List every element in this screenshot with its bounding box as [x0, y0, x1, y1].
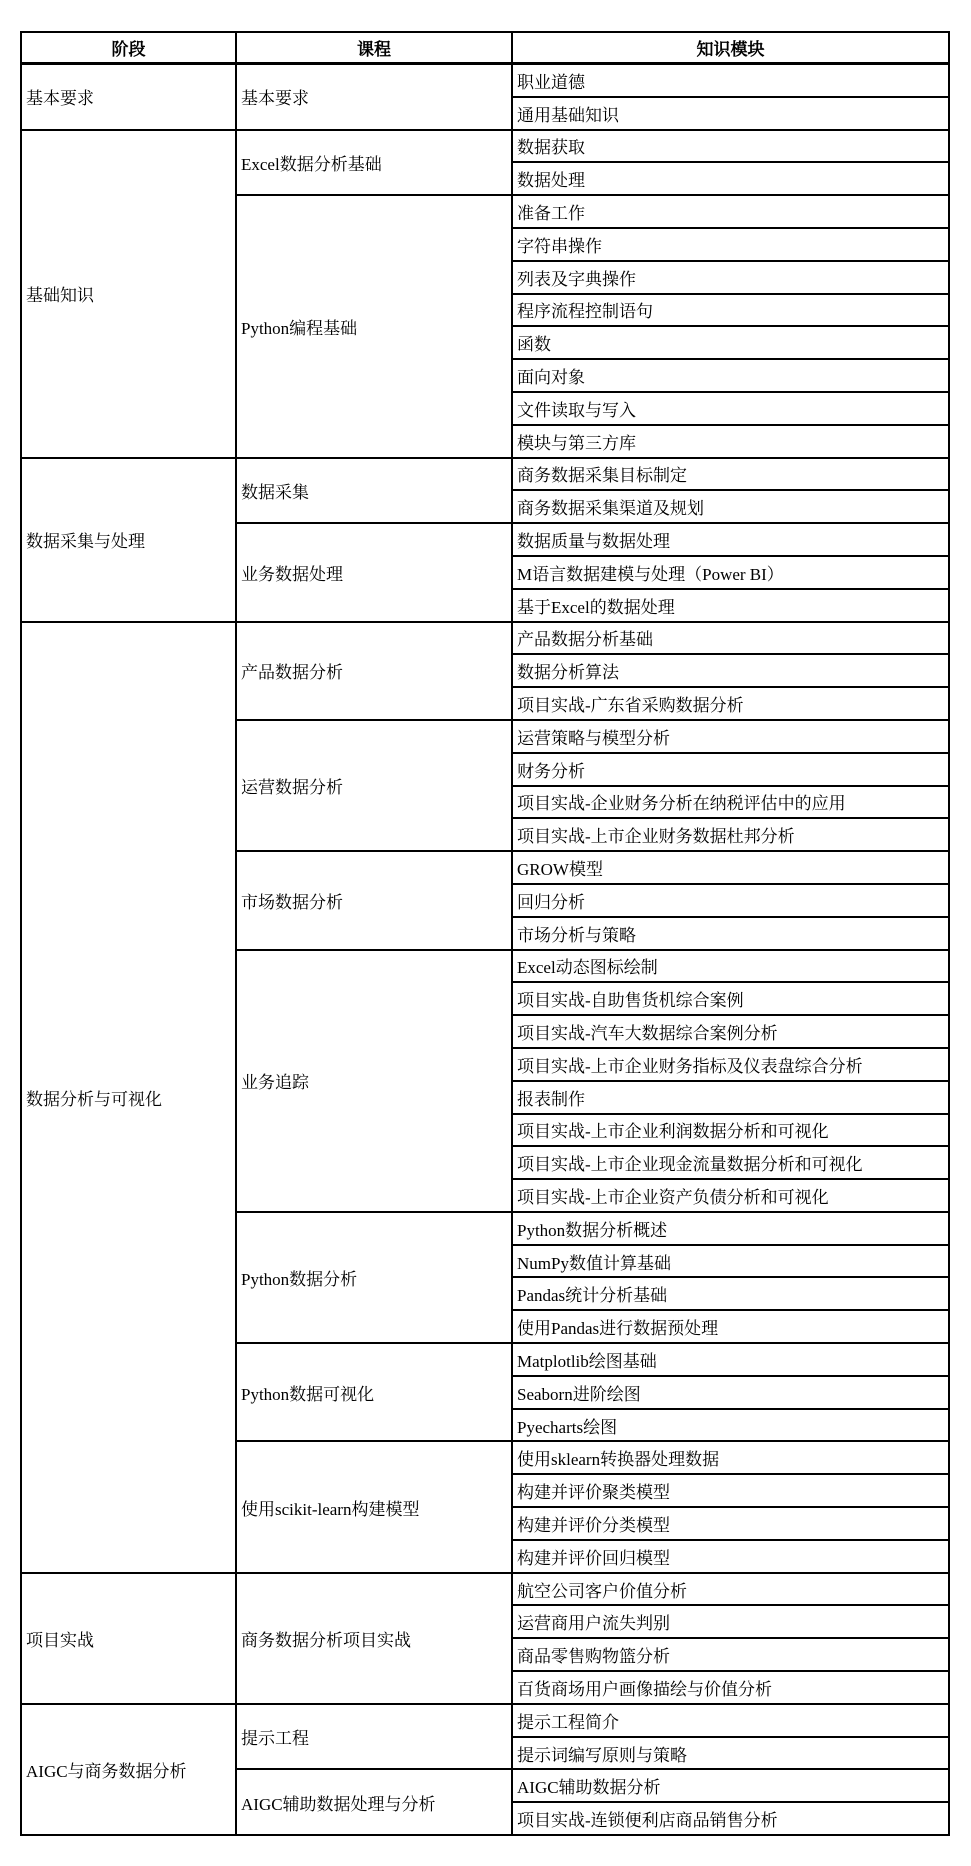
stage-cell: AIGC与商务数据分析	[21, 1704, 236, 1835]
module-cell: 职业道德	[512, 64, 949, 97]
module-cell: 函数	[512, 326, 949, 359]
module-cell: 提示工程简介	[512, 1704, 949, 1737]
module-cell: Pandas统计分析基础	[512, 1277, 949, 1310]
module-cell: 构建并评价聚类模型	[512, 1474, 949, 1507]
module-cell: 文件读取与写入	[512, 392, 949, 425]
course-cell: 产品数据分析	[236, 622, 512, 720]
module-cell: GROW模型	[512, 851, 949, 884]
module-cell: 基于Excel的数据处理	[512, 589, 949, 622]
module-cell: 项目实战-企业财务分析在纳税评估中的应用	[512, 786, 949, 819]
module-cell: 项目实战-上市企业财务指标及仪表盘综合分析	[512, 1048, 949, 1081]
module-cell: 数据处理	[512, 162, 949, 195]
stage-cell: 数据分析与可视化	[21, 622, 236, 1573]
module-cell: 百货商场用户画像描绘与价值分析	[512, 1671, 949, 1704]
course-cell: 业务数据处理	[236, 523, 512, 621]
module-cell: 市场分析与策略	[512, 917, 949, 950]
table-row	[21, 64, 949, 97]
module-cell: 字符串操作	[512, 228, 949, 261]
module-cell: 项目实战-连锁便利店商品销售分析	[512, 1802, 949, 1835]
module-cell: 财务分析	[512, 753, 949, 786]
table-row	[21, 458, 949, 491]
module-cell: Matplotlib绘图基础	[512, 1343, 949, 1376]
module-cell: Python数据分析概述	[512, 1212, 949, 1245]
module-cell: 面向对象	[512, 359, 949, 392]
course-cell: 市场数据分析	[236, 851, 512, 949]
course-cell: Excel数据分析基础	[236, 130, 512, 196]
module-cell: 项目实战-上市企业财务数据杜邦分析	[512, 818, 949, 851]
curriculum-table	[20, 31, 950, 1836]
module-cell: 项目实战-广东省采购数据分析	[512, 687, 949, 720]
module-cell: AIGC辅助数据分析	[512, 1769, 949, 1802]
table-row	[21, 1573, 949, 1606]
module-cell: Seaborn进阶绘图	[512, 1376, 949, 1409]
table-row	[21, 130, 949, 163]
module-cell: 使用Pandas进行数据预处理	[512, 1310, 949, 1343]
stage-cell: 基本要求	[21, 64, 236, 130]
header-row	[21, 32, 949, 64]
module-cell: 数据质量与数据处理	[512, 523, 949, 556]
module-cell: 数据分析算法	[512, 654, 949, 687]
module-cell: 构建并评价分类模型	[512, 1507, 949, 1540]
table-body	[21, 64, 949, 1836]
module-cell: 回归分析	[512, 884, 949, 917]
course-cell: 使用scikit-learn构建模型	[236, 1441, 512, 1572]
course-cell: Python数据可视化	[236, 1343, 512, 1441]
header-module: 知识模块	[512, 32, 949, 64]
module-cell: 提示词编写原则与策略	[512, 1737, 949, 1770]
module-cell: 报表制作	[512, 1081, 949, 1114]
module-cell: 构建并评价回归模型	[512, 1540, 949, 1573]
module-cell: 项目实战-上市企业现金流量数据分析和可视化	[512, 1146, 949, 1179]
course-cell: 业务追踪	[236, 950, 512, 1212]
module-cell: 项目实战-上市企业利润数据分析和可视化	[512, 1114, 949, 1147]
course-cell: 提示工程	[236, 1704, 512, 1770]
module-cell: 准备工作	[512, 195, 949, 228]
module-cell: 航空公司客户价值分析	[512, 1573, 949, 1606]
table-row	[21, 1704, 949, 1737]
module-cell: 模块与第三方库	[512, 425, 949, 458]
course-cell: Python数据分析	[236, 1212, 512, 1343]
stage-cell: 数据采集与处理	[21, 458, 236, 622]
module-cell: NumPy数值计算基础	[512, 1245, 949, 1278]
stage-cell: 项目实战	[21, 1573, 236, 1704]
table-row	[21, 622, 949, 655]
course-cell: Python编程基础	[236, 195, 512, 457]
course-cell: 运营数据分析	[236, 720, 512, 851]
module-cell: 商务数据采集目标制定	[512, 458, 949, 491]
course-cell: 数据采集	[236, 458, 512, 524]
module-cell: Pyecharts绘图	[512, 1409, 949, 1442]
course-cell: 商务数据分析项目实战	[236, 1573, 512, 1704]
stage-cell: 基础知识	[21, 130, 236, 458]
module-cell: 产品数据分析基础	[512, 622, 949, 655]
module-cell: Excel动态图标绘制	[512, 950, 949, 983]
module-cell: 运营商用户流失判别	[512, 1605, 949, 1638]
module-cell: 运营策略与模型分析	[512, 720, 949, 753]
header-course: 课程	[236, 32, 512, 64]
module-cell: M语言数据建模与处理（Power BI）	[512, 556, 949, 589]
module-cell: 项目实战-汽车大数据综合案例分析	[512, 1015, 949, 1048]
course-cell: 基本要求	[236, 64, 512, 130]
module-cell: 程序流程控制语句	[512, 294, 949, 327]
header-stage: 阶段	[21, 32, 236, 64]
module-cell: 项目实战-自助售货机综合案例	[512, 982, 949, 1015]
module-cell: 数据获取	[512, 130, 949, 163]
module-cell: 商务数据采集渠道及规划	[512, 490, 949, 523]
course-cell: AIGC辅助数据处理与分析	[236, 1769, 512, 1835]
module-cell: 列表及字典操作	[512, 261, 949, 294]
module-cell: 通用基础知识	[512, 97, 949, 130]
module-cell: 商品零售购物篮分析	[512, 1638, 949, 1671]
module-cell: 项目实战-上市企业资产负债分析和可视化	[512, 1179, 949, 1212]
module-cell: 使用sklearn转换器处理数据	[512, 1441, 949, 1474]
